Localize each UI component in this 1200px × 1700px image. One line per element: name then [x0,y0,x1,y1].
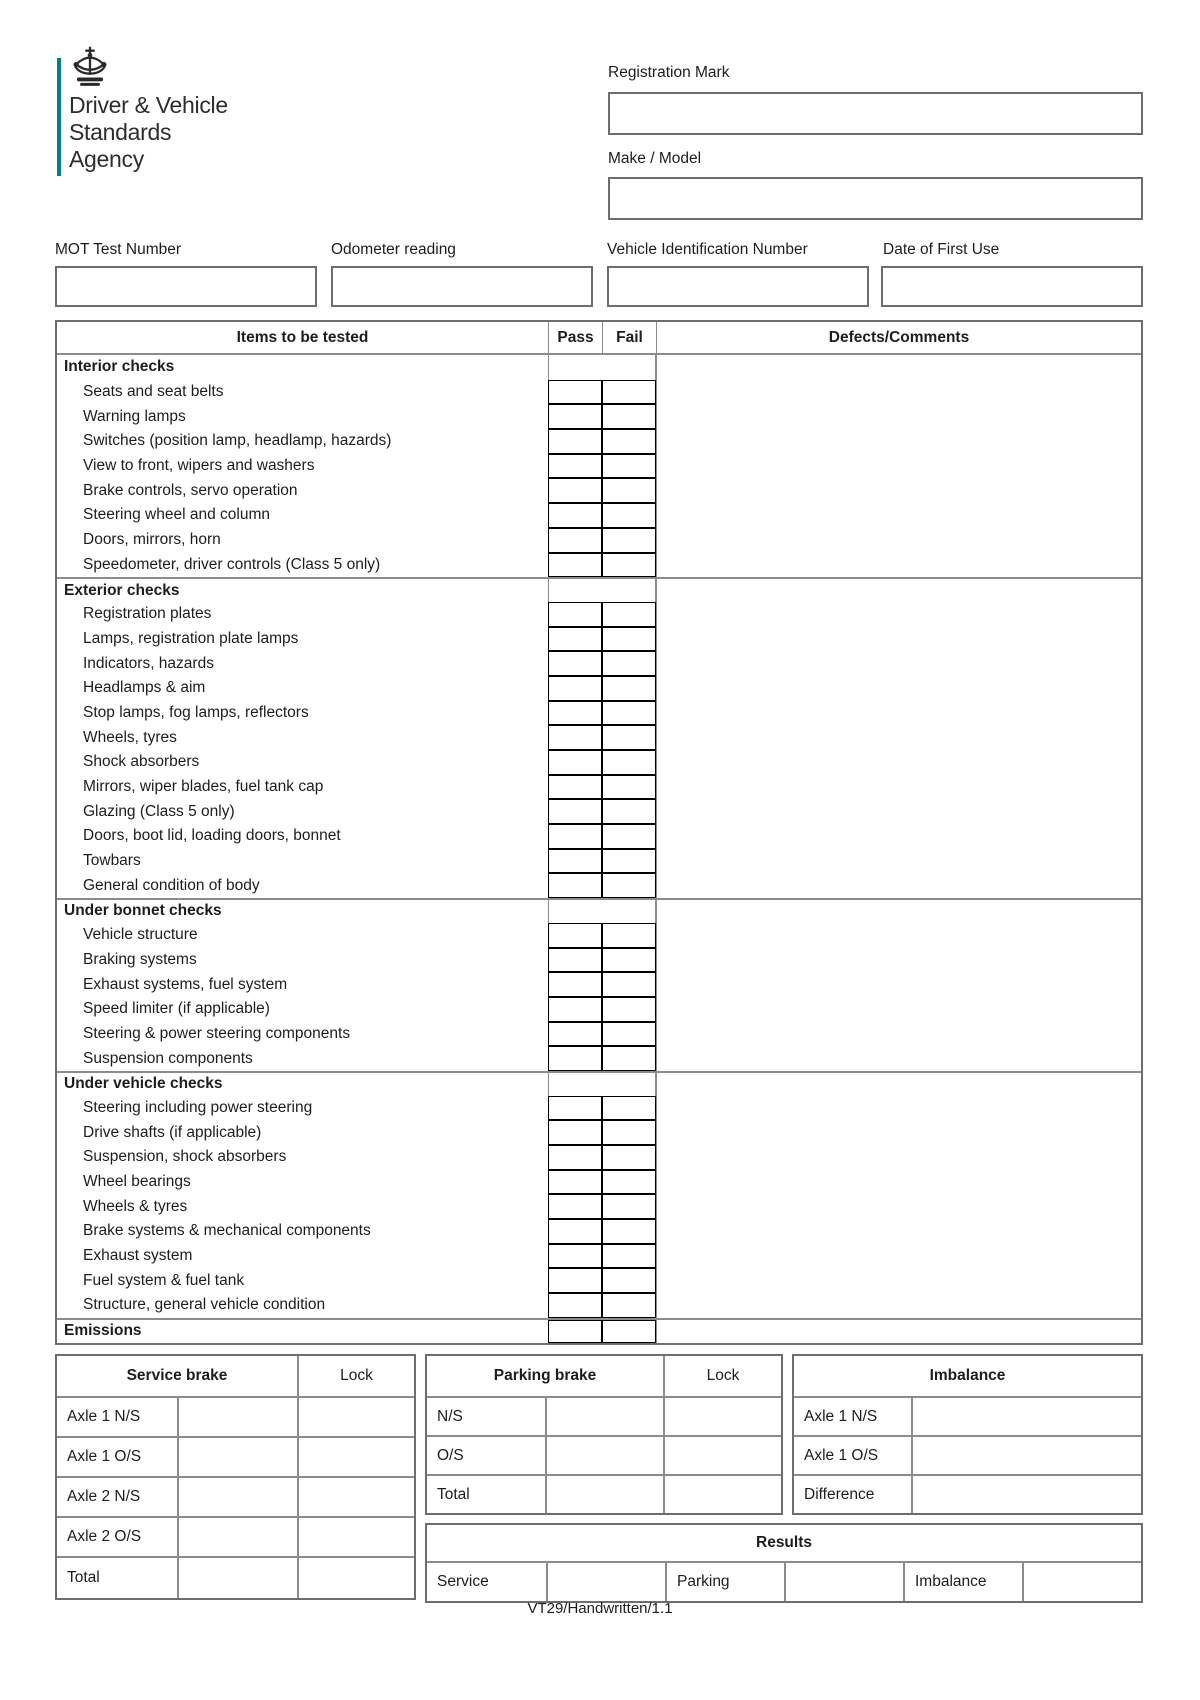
checklist-item-label: Structure, general vehicle condition [83,1296,326,1314]
pass-fail-empty-cell [548,355,656,380]
checklist-item-row [57,701,1141,726]
pass-checkbox[interactable] [548,750,602,775]
parking-row-label: O/S [427,1435,545,1474]
service-value-cell[interactable] [177,1516,297,1556]
pass-fail-empty-cell [548,1073,656,1096]
service-row-label: Axle 1 N/S [57,1396,177,1436]
checklist-item-row [57,651,1141,676]
fail-checkbox[interactable] [602,701,656,726]
defects-cell[interactable] [656,1145,1141,1170]
defects-cell[interactable] [656,824,1141,849]
service-row-label: Axle 2 O/S [57,1516,177,1556]
checklist-item-row [57,1219,1141,1244]
defects-cell[interactable] [656,1320,1141,1343]
parking-lock-cell[interactable] [663,1396,781,1435]
pass-checkbox[interactable] [548,775,602,800]
checklist-table [55,320,1143,1345]
pass-checkbox[interactable] [548,1320,602,1343]
fail-checkbox[interactable] [602,923,656,948]
checklist-item-label: Exhaust systems, fuel system [83,975,288,993]
fail-checkbox[interactable] [602,873,656,898]
pass-checkbox[interactable] [548,1293,602,1318]
service-value-cell[interactable] [177,1436,297,1476]
checklist-item-row [57,775,1141,800]
fail-checkbox[interactable] [602,676,656,701]
parking-brake-table [425,1354,783,1515]
fail-checkbox[interactable] [602,775,656,800]
pass-checkbox[interactable] [548,972,602,997]
parking-value-cell[interactable] [545,1435,663,1474]
pass-checkbox[interactable] [548,676,602,701]
fail-checkbox[interactable] [602,553,656,578]
pass-checkbox[interactable] [548,429,602,454]
defects-cell[interactable] [656,750,1141,775]
fail-checkbox[interactable] [602,1022,656,1047]
defects-cell[interactable] [656,454,1141,479]
defects-cell[interactable] [656,503,1141,528]
pass-checkbox[interactable] [548,651,602,676]
defects-cell[interactable] [656,1219,1141,1244]
checklist-item-row [57,404,1141,429]
checklist-item-label: Speed limiter (if applicable) [83,1000,270,1018]
fail-checkbox[interactable] [602,503,656,528]
service-lock-cell[interactable] [297,1476,414,1516]
odometer-reading-field[interactable] [331,266,593,307]
checklist-item-label: Stop lamps, fog lamps, reflectors [83,703,309,721]
agency-name-line2: Standards [69,119,172,145]
service-value-cell[interactable] [177,1396,297,1436]
checklist-item-label: Indicators, hazards [83,654,214,672]
service-lock-cell[interactable] [297,1556,414,1598]
defects-cell[interactable] [656,579,1141,602]
pass-checkbox[interactable] [548,503,602,528]
results-parking-cell[interactable] [784,1561,903,1601]
defects-cell[interactable] [656,1022,1141,1047]
fail-checkbox[interactable] [602,1268,656,1293]
pass-checkbox[interactable] [548,528,602,553]
registration-mark-label: Registration Mark [608,64,730,81]
fail-checkbox[interactable] [602,528,656,553]
defects-cell[interactable] [656,923,1141,948]
parking-lock-header: Lock [663,1356,781,1396]
defects-cell[interactable] [656,676,1141,701]
checklist-item-label: Steering wheel and column [83,506,270,524]
fail-checkbox[interactable] [602,1219,656,1244]
imbalance-row-label: Axle 1 O/S [794,1435,911,1474]
checklist-item-row [57,528,1141,553]
fail-checkbox[interactable] [602,1320,656,1343]
checklist-item-row [57,602,1141,627]
pass-checkbox[interactable] [548,873,602,898]
imbalance-row-label: Difference [794,1474,911,1513]
registration-mark-field[interactable] [608,92,1143,135]
imbalance-value-cell[interactable] [911,1474,1141,1513]
checklist-section-title: Under bonnet checks [64,902,222,920]
checklist-section-title: Exterior checks [64,581,180,599]
parking-lock-cell[interactable] [663,1474,781,1513]
checklist-item-row [57,972,1141,997]
pass-column-header: Pass [548,322,602,353]
fail-checkbox[interactable] [602,750,656,775]
fail-checkbox[interactable] [602,799,656,824]
service-lock-cell[interactable] [297,1516,414,1556]
checklist-item-label: Drive shafts (if applicable) [83,1123,262,1141]
checklist-item-row [57,849,1141,874]
fail-checkbox[interactable] [602,404,656,429]
defects-cell[interactable] [656,651,1141,676]
defects-cell[interactable] [656,355,1141,380]
fail-checkbox[interactable] [602,1170,656,1195]
pass-checkbox[interactable] [548,948,602,973]
fail-checkbox[interactable] [602,997,656,1022]
defects-cell[interactable] [656,725,1141,750]
pass-checkbox[interactable] [548,799,602,824]
service-row-label: Total [57,1556,177,1598]
checklist-item-label: Exhaust system [83,1247,193,1265]
pass-checkbox[interactable] [548,454,602,479]
checklist-section-row [57,898,1141,923]
defects-cell[interactable] [656,873,1141,898]
service-lock-header: Lock [297,1356,414,1396]
checklist-section-row [57,1318,1141,1343]
checklist-item-row [57,799,1141,824]
checklist-item-label: Switches (position lamp, headlamp, hazards) [83,432,392,450]
defects-cell[interactable] [656,1120,1141,1145]
parking-row-label: N/S [427,1396,545,1435]
checklist-item-row [57,1096,1141,1121]
results-table [425,1523,1143,1603]
pass-checkbox[interactable] [548,1219,602,1244]
checklist-section-row [57,1071,1141,1096]
pass-checkbox[interactable] [548,1145,602,1170]
results-title: Results [756,1534,812,1551]
checklist-item-label: Registration plates [83,605,212,623]
defects-cell[interactable] [656,1170,1141,1195]
fail-checkbox[interactable] [602,824,656,849]
fail-checkbox[interactable] [602,948,656,973]
fail-checkbox[interactable] [602,1244,656,1269]
form-reference: VT29/Handwritten/1.1 [527,1600,673,1617]
pass-checkbox[interactable] [548,1120,602,1145]
checklist-item-row [57,750,1141,775]
pass-checkbox[interactable] [548,997,602,1022]
service-row-label: Axle 1 O/S [57,1436,177,1476]
fail-checkbox[interactable] [602,454,656,479]
parking-value-cell[interactable] [545,1474,663,1513]
defects-cell[interactable] [656,1244,1141,1269]
pass-checkbox[interactable] [548,725,602,750]
imbalance-title: Imbalance [929,1367,1006,1384]
service-brake-table [55,1354,416,1600]
checklist-item-label: Headlamps & aim [83,679,206,697]
date-of-first-use-label: Date of First Use [883,241,1000,258]
checklist-item-label: Mirrors, wiper blades, fuel tank cap [83,778,324,796]
checklist-item-label: View to front, wipers and washers [83,457,315,475]
checklist-item-label: General condition of body [83,876,260,894]
pass-checkbox[interactable] [548,701,602,726]
fail-checkbox[interactable] [602,380,656,405]
defects-cell[interactable] [656,1046,1141,1071]
checklist-item-row [57,503,1141,528]
pass-checkbox[interactable] [548,1194,602,1219]
checklist-item-row [57,1046,1141,1071]
service-lock-cell[interactable] [297,1396,414,1436]
imbalance-table [792,1354,1143,1515]
checklist-item-row [57,873,1141,898]
service-value-cell[interactable] [177,1556,297,1598]
checklist-item-label: Doors, boot lid, loading doors, bonnet [83,827,341,845]
checklist-item-label: Doors, mirrors, horn [83,531,221,549]
checklist-item-label: Warning lamps [83,407,186,425]
checklist-item-row [57,676,1141,701]
defects-cell[interactable] [656,1194,1141,1219]
checklist-item-label: Vehicle structure [83,926,198,944]
defects-cell[interactable] [656,1096,1141,1121]
checklist-item-label: Suspension components [83,1049,253,1067]
make-model-field[interactable] [608,177,1143,220]
checklist-item-label: Steering including power steering [83,1098,313,1116]
defects-cell[interactable] [656,627,1141,652]
odometer-reading-label: Odometer reading [331,241,456,258]
checklist-item-label: Lamps, registration plate lamps [83,629,299,647]
defects-cell[interactable] [656,900,1141,923]
checklist-item-row [57,1268,1141,1293]
fail-column-header: Fail [602,322,656,353]
checklist-item-row [57,380,1141,405]
checklist-item-label: Brake controls, servo operation [83,481,298,499]
checklist-item-row [57,478,1141,503]
pass-checkbox[interactable] [548,627,602,652]
fail-checkbox[interactable] [602,1120,656,1145]
mot-test-number-label: MOT Test Number [55,241,182,258]
results-parking-label: Parking [665,1561,784,1601]
checklist-item-label: Seats and seat belts [83,383,224,401]
pass-checkbox[interactable] [548,1046,602,1071]
checklist-item-label: Steering & power steering components [83,1024,351,1042]
checklist-item-row [57,553,1141,578]
agency-name [69,92,228,173]
checklist-item-row [57,454,1141,479]
checklist-item-row [57,923,1141,948]
results-imbalance-cell[interactable] [1022,1561,1141,1601]
checklist-section-title: Emissions [64,1322,142,1340]
checklist-item-label: Braking systems [83,950,197,968]
defects-cell[interactable] [656,775,1141,800]
checklist-section-row [57,355,1141,380]
agency-name-line3: Agency [69,146,144,172]
checklist-item-row [57,1194,1141,1219]
checklist-item-row [57,948,1141,973]
checklist-item-label: Towbars [83,852,141,870]
service-value-cell[interactable] [177,1476,297,1516]
date-of-first-use-field[interactable] [881,266,1143,307]
checklist-item-label: Fuel system & fuel tank [83,1271,245,1289]
make-model-label: Make / Model [608,150,702,167]
vin-field[interactable] [607,266,869,307]
pass-checkbox[interactable] [548,1268,602,1293]
fail-checkbox[interactable] [602,478,656,503]
defects-cell[interactable] [656,404,1141,429]
royal-crest-icon [67,44,113,93]
checklist-item-row [57,1244,1141,1269]
checklist-item-row [57,997,1141,1022]
checklist-item-label: Glazing (Class 5 only) [83,802,235,820]
fail-checkbox[interactable] [602,725,656,750]
defects-cell[interactable] [656,380,1141,405]
defects-cell[interactable] [656,799,1141,824]
checklist-item-row [57,627,1141,652]
service-lock-cell[interactable] [297,1436,414,1476]
pass-checkbox[interactable] [548,1244,602,1269]
vin-label: Vehicle Identification Number [607,241,808,258]
checklist-body [57,355,1141,1343]
checklist-item-label: Suspension, shock absorbers [83,1148,287,1166]
pass-fail-empty-cell [548,579,656,602]
pass-checkbox[interactable] [548,824,602,849]
checklist-item-row [57,1145,1141,1170]
results-imbalance-label: Imbalance [903,1561,1022,1601]
defects-cell[interactable] [656,478,1141,503]
defects-cell[interactable] [656,602,1141,627]
fail-checkbox[interactable] [602,429,656,454]
checklist-item-row [57,429,1141,454]
fail-checkbox[interactable] [602,1096,656,1121]
fail-checkbox[interactable] [602,972,656,997]
agency-name-line1: Driver & Vehicle [69,92,228,118]
pass-fail-empty-cell [548,900,656,923]
pass-checkbox[interactable] [548,380,602,405]
parking-brake-title: Parking brake [493,1367,597,1384]
pass-checkbox[interactable] [548,923,602,948]
defects-cell[interactable] [656,1293,1141,1318]
fail-checkbox[interactable] [602,1046,656,1071]
checklist-section-title: Interior checks [64,358,175,376]
imbalance-value-cell[interactable] [911,1435,1141,1474]
service-row-label: Axle 2 N/S [57,1476,177,1516]
checklist-item-label: Wheels & tyres [83,1197,188,1215]
checklist-item-row [57,1293,1141,1318]
checklist-item-row [57,824,1141,849]
checklist-item-label: Brake systems & mechanical components [83,1222,371,1240]
defects-cell[interactable] [656,553,1141,578]
pass-checkbox[interactable] [548,478,602,503]
defects-cell[interactable] [656,701,1141,726]
defects-column-header: Defects/Comments [656,322,1141,353]
fail-checkbox[interactable] [602,627,656,652]
fail-checkbox[interactable] [602,651,656,676]
checklist-item-row [57,1120,1141,1145]
defects-cell[interactable] [656,972,1141,997]
checklist-section-title: Under vehicle checks [64,1075,223,1093]
service-brake-title: Service brake [126,1367,228,1384]
checklist-item-label: Wheel bearings [83,1173,191,1191]
checklist-item-label: Wheels, tyres [83,728,177,746]
pass-checkbox[interactable] [548,602,602,627]
checklist-header-row [57,322,1141,355]
pass-checkbox[interactable] [548,404,602,429]
mot-test-number-field[interactable] [55,266,317,307]
results-service-cell[interactable] [546,1561,665,1601]
items-column-header: Items to be tested [236,328,369,346]
pass-checkbox[interactable] [548,1170,602,1195]
pass-checkbox[interactable] [548,1022,602,1047]
defects-cell[interactable] [656,1268,1141,1293]
pass-checkbox[interactable] [548,553,602,578]
checklist-item-row [57,1022,1141,1047]
checklist-item-label: Speedometer, driver controls (Class 5 only) [83,555,381,573]
checklist-section-row [57,577,1141,602]
fail-checkbox[interactable] [602,1293,656,1318]
brand-accent-bar [57,58,61,176]
pass-checkbox[interactable] [548,849,602,874]
parking-lock-cell[interactable] [663,1435,781,1474]
pass-checkbox[interactable] [548,1096,602,1121]
defects-cell[interactable] [656,997,1141,1022]
parking-value-cell[interactable] [545,1396,663,1435]
parking-row-label: Total [427,1474,545,1513]
results-service-label: Service [427,1561,546,1601]
defects-cell[interactable] [656,849,1141,874]
fail-checkbox[interactable] [602,602,656,627]
defects-cell[interactable] [656,528,1141,553]
defects-cell[interactable] [656,429,1141,454]
defects-cell[interactable] [656,1073,1141,1096]
checklist-item-row [57,725,1141,750]
checklist-item-label: Shock absorbers [83,753,200,771]
fail-checkbox[interactable] [602,1194,656,1219]
checklist-item-row [57,1170,1141,1195]
fail-checkbox[interactable] [602,849,656,874]
imbalance-row-label: Axle 1 N/S [794,1396,911,1435]
fail-checkbox[interactable] [602,1145,656,1170]
imbalance-value-cell[interactable] [911,1396,1141,1435]
defects-cell[interactable] [656,948,1141,973]
